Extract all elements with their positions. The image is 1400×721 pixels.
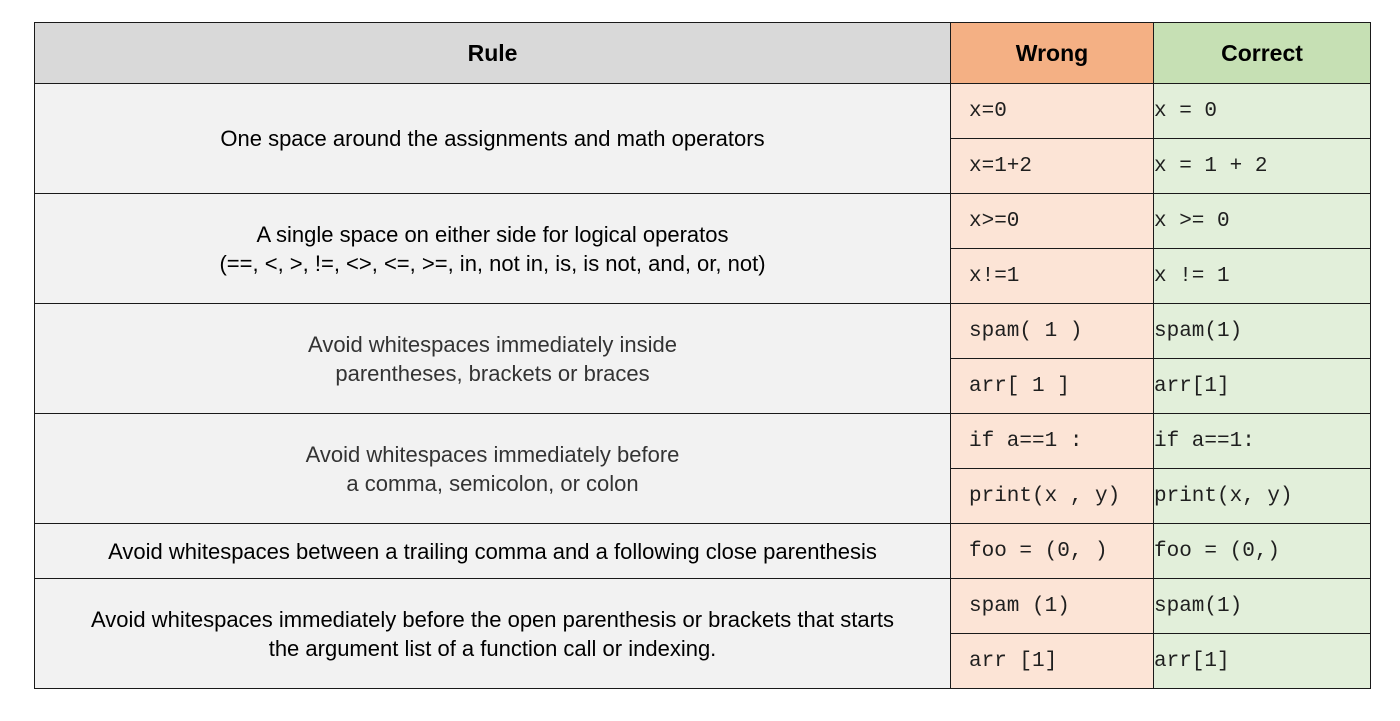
wrong-example: x!=1 bbox=[951, 249, 1154, 304]
wrong-example: arr [1] bbox=[951, 634, 1154, 689]
rule-text: One space around the assignments and math operators bbox=[220, 126, 765, 151]
correct-example: arr[1] bbox=[1154, 359, 1371, 414]
rule-text: (==, <, >, !=, <>, <=, >=, in, not in, is, is not, and, or, not) bbox=[219, 250, 766, 276]
wrong-example: foo = (0, ) bbox=[951, 524, 1154, 579]
wrong-example: arr[ 1 ] bbox=[951, 359, 1154, 414]
rule-text: the argument list of a function call or indexing. bbox=[268, 635, 717, 661]
wrong-example: if a==1 : bbox=[951, 414, 1154, 469]
correct-example: print(x, y) bbox=[1154, 469, 1371, 524]
table-row bbox=[35, 84, 1371, 139]
rule-text: a comma, semicolon, or colon bbox=[346, 470, 639, 496]
correct-example: arr[1] bbox=[1154, 634, 1371, 689]
rule-cell bbox=[35, 579, 951, 689]
wrong-example: x=0 bbox=[951, 84, 1154, 139]
rule-cell bbox=[35, 84, 951, 194]
wrong-example: spam (1) bbox=[951, 579, 1154, 634]
rule-text: parentheses, brackets or braces bbox=[335, 360, 650, 386]
correct-example: x = 0 bbox=[1154, 84, 1371, 139]
rule-text: Avoid whitespaces immediately before the open parenthesis or brackets that starts bbox=[90, 606, 895, 632]
wrong-example: spam( 1 ) bbox=[951, 304, 1154, 359]
rule-column-header: Rule bbox=[35, 23, 951, 84]
correct-example: x >= 0 bbox=[1154, 194, 1371, 249]
rule-cell bbox=[35, 304, 951, 414]
correct-example: foo = (0,) bbox=[1154, 524, 1371, 579]
rule-text: Avoid whitespaces immediately before bbox=[305, 441, 680, 467]
pep8-rules-table bbox=[34, 22, 1371, 689]
table-row bbox=[35, 414, 1371, 469]
rule-cell bbox=[35, 414, 951, 524]
table-row bbox=[35, 194, 1371, 249]
table-row bbox=[35, 524, 1371, 579]
rule-cell bbox=[35, 194, 951, 304]
table-row bbox=[35, 579, 1371, 634]
correct-example: spam(1) bbox=[1154, 304, 1371, 359]
rule-text: Avoid whitespaces between a trailing comma and a following close parenthesis bbox=[108, 538, 877, 564]
header-row bbox=[35, 23, 1371, 84]
wrong-example: x>=0 bbox=[951, 194, 1154, 249]
table-row bbox=[35, 304, 1371, 359]
wrong-example: print(x , y) bbox=[951, 469, 1154, 524]
correct-example: spam(1) bbox=[1154, 579, 1371, 634]
wrong-example: x=1+2 bbox=[951, 139, 1154, 194]
wrong-column-header: Wrong bbox=[951, 23, 1154, 84]
correct-example: x = 1 + 2 bbox=[1154, 139, 1371, 194]
rule-text: A single space on either side for logical operatos bbox=[256, 221, 729, 247]
correct-column-header: Correct bbox=[1154, 23, 1371, 84]
correct-example: if a==1: bbox=[1154, 414, 1371, 469]
rule-text: Avoid whitespaces immediately inside bbox=[308, 331, 677, 357]
rule-cell bbox=[35, 524, 951, 579]
correct-example: x != 1 bbox=[1154, 249, 1371, 304]
